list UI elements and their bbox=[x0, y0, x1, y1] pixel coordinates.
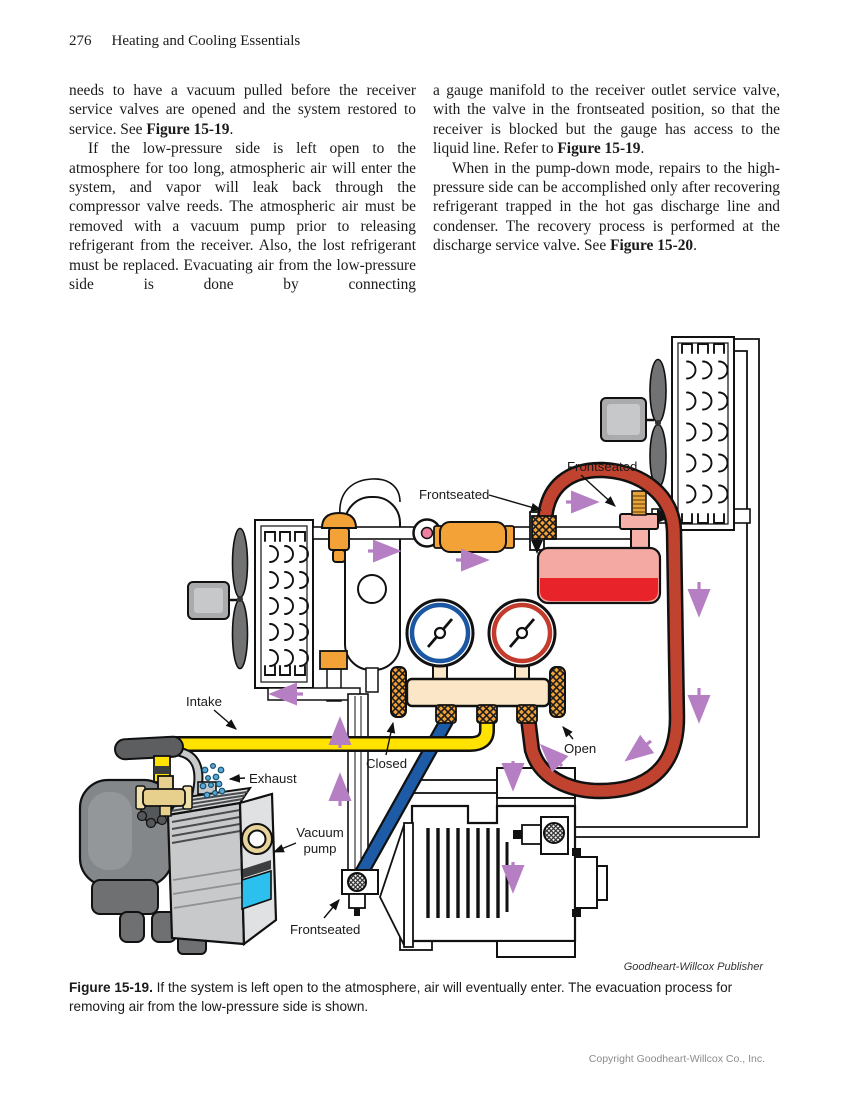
paragraph: needs to have a vacuum pulled before the receiver service valves are opened and the system restored to service. See Figure 15-19. bbox=[69, 82, 416, 138]
label-frontseated-left: Frontseated bbox=[419, 487, 490, 502]
high-side-gauge bbox=[489, 600, 555, 666]
label-closed: Closed bbox=[366, 756, 408, 771]
label-vacuum-pump-1: Vacuum bbox=[296, 825, 344, 840]
fan-blade bbox=[233, 529, 248, 598]
condenser bbox=[672, 337, 734, 530]
label-vacuum-pump-2: pump bbox=[303, 841, 337, 856]
accumulator bbox=[340, 479, 400, 692]
label-frontseated-top: Frontseated bbox=[567, 459, 638, 474]
gauge-manifold bbox=[391, 600, 565, 723]
right-column bbox=[433, 81, 780, 294]
label-frontseated-bottom: Frontseated bbox=[290, 922, 361, 937]
page-number: 276 bbox=[69, 33, 92, 49]
book-title: Heating and Cooling Essentials bbox=[111, 33, 301, 49]
left-column bbox=[69, 81, 416, 294]
paragraph: a gauge manifold to the receiver outlet service valve, with the valve in the frontseated position, so that the receiver is blocked but the gauge has access to the liquid line. Refer to Figure 15-19. bbox=[433, 82, 780, 158]
compressor-head bbox=[575, 857, 597, 908]
manifold-body bbox=[407, 679, 549, 706]
suction-fitting bbox=[320, 651, 347, 669]
label-open: Open bbox=[564, 741, 597, 756]
filter-drier bbox=[434, 522, 514, 552]
evaporator bbox=[255, 520, 313, 688]
pump-body bbox=[168, 803, 244, 944]
paragraph: When in the pump-down mode, repairs to the high-pressure side can be accomplished only after recovering refrigerant trapped in the hot gas discharge line and condenser. The recovery process is performed at the discharge service valve. See Figure 15-20. bbox=[433, 159, 780, 255]
evaporator-fan bbox=[188, 529, 248, 669]
low-side-gauge bbox=[407, 600, 473, 666]
page-header bbox=[69, 33, 300, 50]
fan-motor-highlight bbox=[194, 588, 223, 613]
paragraph: If the low-pressure side is left open to the atmosphere for too long, atmospheric air will enter the system, and vapor will leak back through the compressor valve reeds. The atmospheric air must be removed with a vacuum pump prior to releasing refrigerant from the receiver. Also, the lost refrigerant must be replaced. Evacuating air from the low-pressure side is done by connecting bbox=[69, 140, 416, 294]
fan-blade bbox=[650, 360, 666, 423]
compressor bbox=[380, 768, 607, 957]
fan-blade bbox=[233, 600, 248, 669]
manifold-port bbox=[436, 705, 456, 723]
fan-motor-highlight bbox=[607, 404, 640, 435]
sensing-bulb bbox=[358, 575, 386, 603]
manifold-port bbox=[517, 705, 537, 723]
receiver-service-valve bbox=[620, 514, 658, 529]
manifold-port bbox=[477, 705, 497, 723]
label-exhaust: Exhaust bbox=[249, 771, 297, 786]
figure-15-19-diagram bbox=[0, 320, 849, 968]
low-side-valve-knob bbox=[391, 667, 406, 717]
fan-hub bbox=[237, 596, 243, 602]
vacuum-pump bbox=[80, 736, 276, 954]
fan-hub bbox=[655, 420, 661, 426]
figure-caption: Figure 15-19. If the system is left open to the atmosphere, air will eventually enter. The evacuation process for removing air from the low-pressure side is shown. bbox=[69, 980, 733, 1014]
hose-connector bbox=[532, 516, 556, 539]
figure-credit: Goodheart-Willcox Publisher bbox=[623, 961, 763, 973]
copyright-notice: Copyright Goodheart-Willcox Co., Inc. bbox=[588, 1053, 765, 1065]
valve-stem bbox=[632, 491, 646, 515]
label-intake: Intake bbox=[186, 694, 222, 709]
liquid-refrigerant bbox=[540, 578, 658, 601]
high-side-valve-knob bbox=[550, 667, 565, 717]
intake-grip bbox=[115, 736, 184, 760]
body-text bbox=[69, 81, 780, 294]
suction-service-valve bbox=[342, 870, 378, 916]
